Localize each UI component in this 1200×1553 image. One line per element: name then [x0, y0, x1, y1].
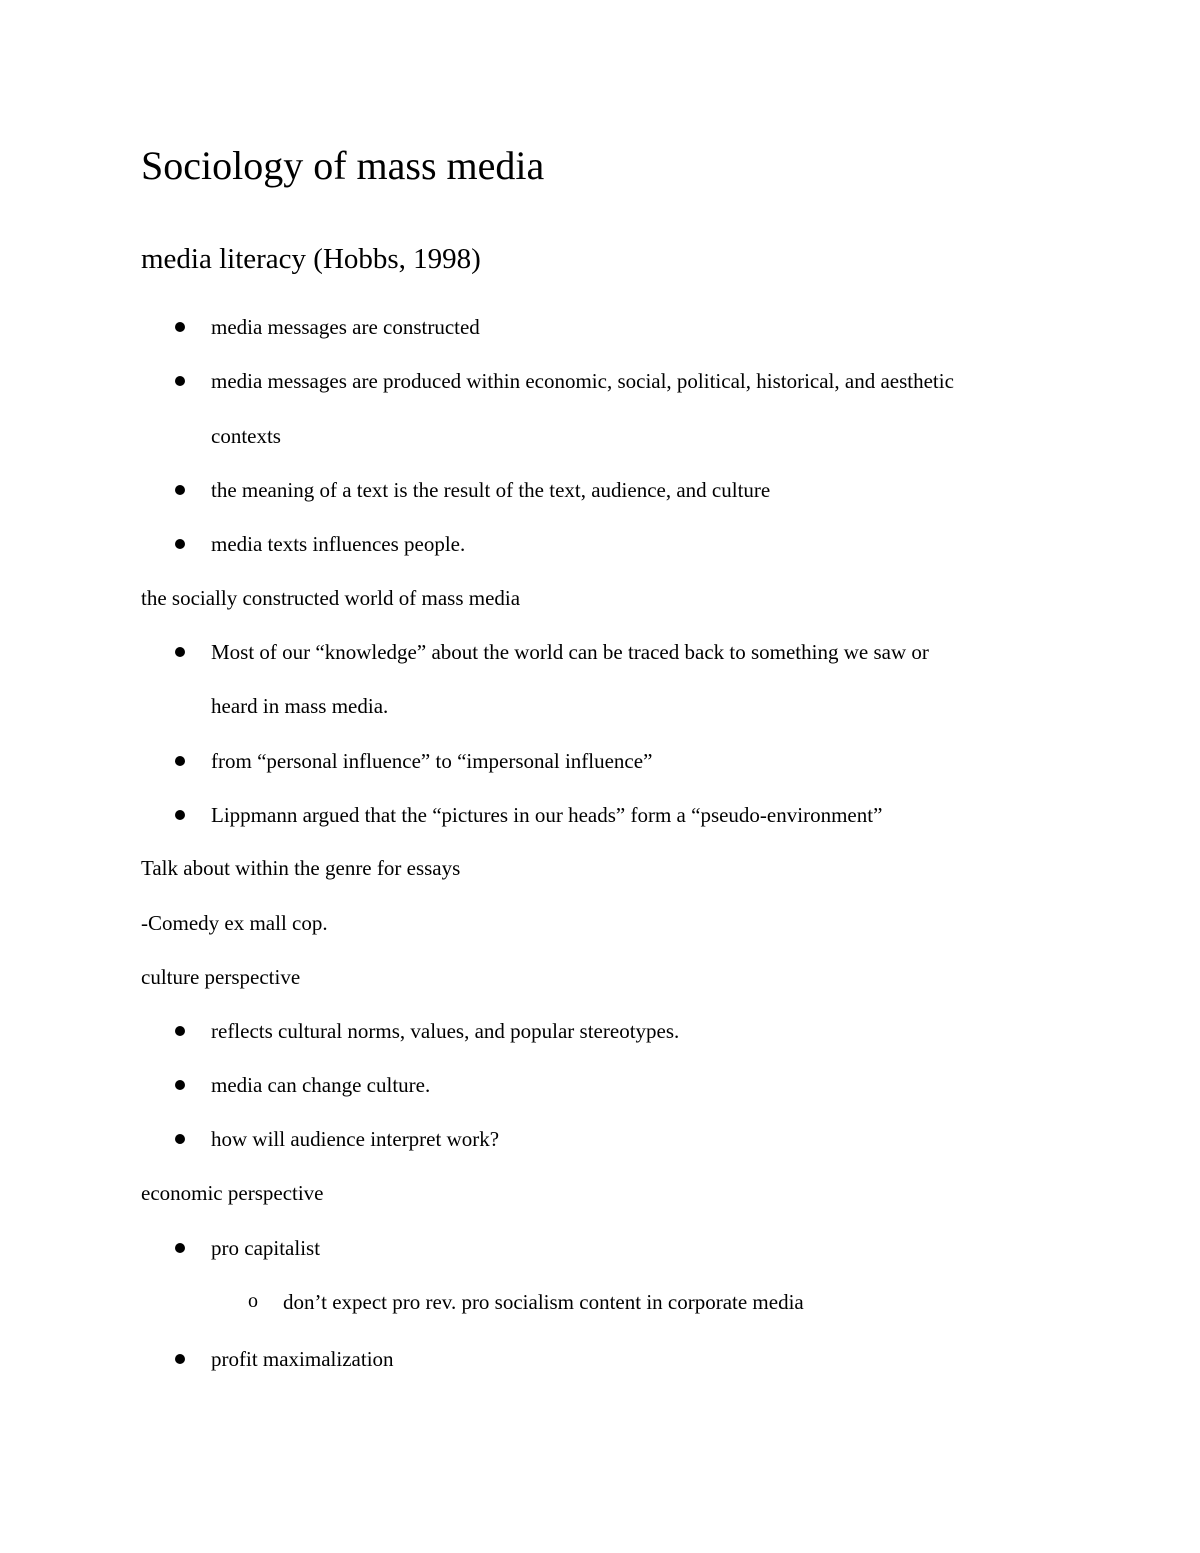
section-heading: media literacy (Hobbs, 1998) [141, 243, 481, 275]
sub-bullet-icon: o [248, 1290, 258, 1312]
paragraph: economic perspective [141, 1181, 324, 1205]
list-item: media texts influences people. [211, 532, 466, 556]
list-item: from “personal influence” to “impersonal influence” [211, 749, 653, 773]
list-item: Lippmann argued that the “pictures in our heads” form a “pseudo-environment” [211, 803, 883, 827]
list-item: media messages are produced within economic, social, political, historical, and aesthetic [211, 369, 954, 393]
list-item-continuation: heard in mass media. [211, 694, 389, 718]
list-item-continuation: contexts [211, 424, 281, 448]
list-item: pro capitalist [211, 1236, 321, 1260]
bullet-icon [175, 1354, 185, 1364]
bullet-icon [175, 1080, 185, 1090]
paragraph: culture perspective [141, 965, 301, 989]
bullet-icon [175, 539, 185, 549]
list-item: reflects cultural norms, values, and popular stereotypes. [211, 1019, 680, 1043]
list-item: the meaning of a text is the result of the text, audience, and culture [211, 478, 771, 502]
bullet-icon [175, 810, 185, 820]
paragraph: -Comedy ex mall cop. [141, 911, 328, 935]
bullet-icon [175, 1134, 185, 1144]
bullet-icon [175, 1026, 185, 1036]
bullet-icon [175, 1243, 185, 1253]
bullet-icon [175, 322, 185, 332]
list-item: profit maximalization [211, 1347, 394, 1371]
bullet-icon [175, 485, 185, 495]
paragraph: the socially constructed world of mass media [141, 586, 521, 610]
bullet-icon [175, 756, 185, 766]
document-title: Sociology of mass media [141, 143, 545, 188]
list-item: media can change culture. [211, 1073, 431, 1097]
list-item: Most of our “knowledge” about the world can be traced back to something we saw or [211, 640, 929, 664]
list-item: how will audience interpret work? [211, 1127, 500, 1151]
list-item: media messages are constructed [211, 315, 480, 339]
bullet-icon [175, 376, 185, 386]
sub-list-item: don’t expect pro rev. pro socialism content in corporate media [283, 1290, 804, 1314]
bullet-icon [175, 647, 185, 657]
paragraph: Talk about within the genre for essays [141, 856, 461, 880]
